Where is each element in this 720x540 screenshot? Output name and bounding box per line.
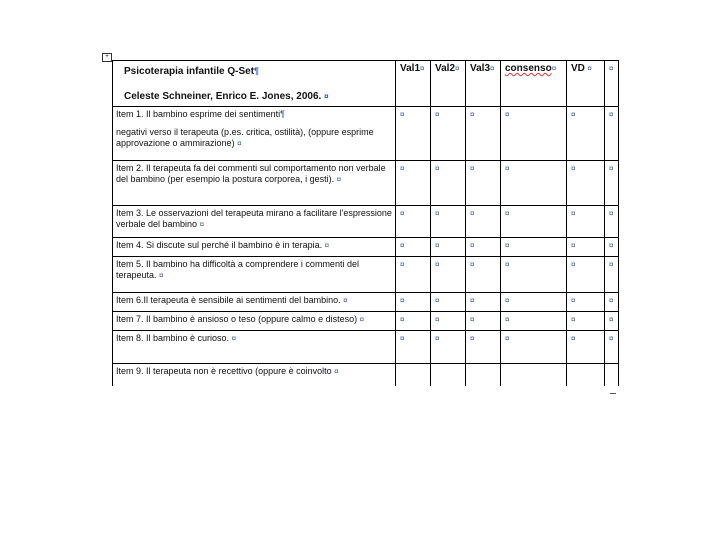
val2-cell[interactable] <box>431 364 466 386</box>
table-row <box>113 312 619 331</box>
item-text-cell[interactable] <box>113 293 396 312</box>
consenso-cell[interactable] <box>501 161 567 206</box>
item-text-cell[interactable] <box>113 331 396 364</box>
item-text: Item 2. Il terapeuta fa dei commenti sul comportamento non verbale del bambino (per esempio la postura corporea, i gesti). <box>116 163 386 184</box>
end-of-cell-mark: ¤ <box>400 110 405 119</box>
end-of-cell-mark: ¤ <box>359 315 365 324</box>
end-of-cell-mark: ¤ <box>435 315 440 324</box>
extra-cell[interactable] <box>605 257 619 293</box>
end-of-cell-mark: ¤ <box>505 260 510 269</box>
end-of-cell-mark: ¤ <box>400 209 405 218</box>
end-of-cell-mark: ¤ <box>470 296 475 305</box>
val2-cell[interactable] <box>431 293 466 312</box>
extra-cell[interactable] <box>605 331 619 364</box>
end-of-row-mark: ¤ <box>609 64 614 73</box>
item-text: Item 8. Il bambino è curioso. <box>116 333 230 343</box>
end-of-table-mark <box>610 393 616 394</box>
item-text-cell[interactable] <box>113 364 396 386</box>
val1-cell[interactable] <box>396 161 431 206</box>
end-of-cell-mark: ¤ <box>470 110 475 119</box>
table-header-row <box>113 61 619 107</box>
end-of-cell-mark: ¤ <box>159 271 164 280</box>
extra-cell[interactable] <box>605 107 619 161</box>
end-of-cell-mark: ¤ <box>609 110 614 119</box>
consenso-cell[interactable] <box>501 331 567 364</box>
val3-cell[interactable] <box>466 331 501 364</box>
item-text: Item 7. Il bambino è ansioso o teso (oppure calmo e disteso) <box>116 314 358 324</box>
end-of-cell-mark: ¤ <box>420 64 425 73</box>
table-row <box>113 107 619 161</box>
end-of-cell-mark: ¤ <box>609 209 614 218</box>
val1-cell[interactable] <box>396 331 431 364</box>
item-text: Item 6.Il terapeuta è sensibile ai sentimenti del bambino. <box>116 295 341 305</box>
end-of-cell-mark: ¤ <box>571 110 576 119</box>
end-of-cell-mark: ¤ <box>505 209 510 218</box>
end-of-cell-mark: ¤ <box>324 241 330 250</box>
vd-cell[interactable] <box>567 331 605 364</box>
vd-cell[interactable] <box>567 206 605 238</box>
val1-cell[interactable] <box>396 257 431 293</box>
item-text: Item 5. Il bambino ha difficoltà a comprendere i commenti del terapeuta. <box>116 259 359 280</box>
end-of-cell-mark: ¤ <box>400 260 405 269</box>
extra-cell[interactable] <box>605 293 619 312</box>
val3-cell[interactable] <box>466 161 501 206</box>
end-of-cell-mark: ¤ <box>470 334 475 343</box>
end-of-cell-mark: ¤ <box>609 260 614 269</box>
end-of-cell-mark: ¤ <box>336 175 342 184</box>
end-of-cell-mark: ¤ <box>400 334 405 343</box>
item-rows <box>113 107 619 386</box>
end-of-cell-mark: ¤ <box>231 334 237 343</box>
end-of-cell-mark: ¤ <box>505 315 510 324</box>
column-header-val2[interactable]: Val2¤ <box>431 61 466 107</box>
consenso-cell[interactable] <box>501 238 567 257</box>
end-of-cell-mark: ¤ <box>609 296 614 305</box>
val1-cell[interactable] <box>396 107 431 161</box>
val2-cell[interactable] <box>431 331 466 364</box>
end-of-cell-mark: ¤ <box>609 164 614 173</box>
end-of-cell-mark: ¤ <box>470 241 475 250</box>
item-text-cell[interactable] <box>113 312 396 331</box>
end-of-cell-mark: ¤ <box>505 110 510 119</box>
val1-cell[interactable] <box>396 293 431 312</box>
end-of-cell-mark: ¤ <box>435 334 440 343</box>
table-row <box>113 257 619 293</box>
end-of-cell-mark: ¤ <box>505 164 510 173</box>
item-text-continuation: negativi verso il terapeuta (p.es. critica, ostilità), (oppure esprime approvazione o ammirazione) <box>116 127 374 148</box>
end-of-cell-mark: ¤ <box>470 315 475 324</box>
consenso-cell[interactable] <box>501 206 567 238</box>
extra-cell[interactable] <box>605 364 619 386</box>
table-row <box>113 206 619 238</box>
vd-cell[interactable] <box>567 161 605 206</box>
end-of-cell-mark: ¤ <box>400 315 405 324</box>
column-header-consenso[interactable]: consenso¤ <box>501 61 567 107</box>
end-of-cell-mark: ¤ <box>400 296 405 305</box>
val2-cell[interactable] <box>431 257 466 293</box>
end-of-cell-mark: ¤ <box>587 64 592 73</box>
vd-cell[interactable] <box>567 107 605 161</box>
end-of-cell-mark: ¤ <box>609 334 614 343</box>
val1-cell[interactable] <box>396 364 431 386</box>
val2-cell[interactable] <box>431 238 466 257</box>
end-of-cell-mark: ¤ <box>324 92 329 101</box>
val2-cell[interactable] <box>431 206 466 238</box>
end-of-cell-mark: ¤ <box>199 220 205 229</box>
end-of-cell-mark: ¤ <box>551 64 557 73</box>
table-row <box>113 238 619 257</box>
end-of-cell-mark: ¤ <box>400 164 405 173</box>
q-set-table <box>112 60 619 386</box>
item-text-cell[interactable] <box>113 238 396 257</box>
extra-column-cell[interactable] <box>605 61 619 107</box>
end-of-cell-mark: ¤ <box>609 241 614 250</box>
vd-cell[interactable] <box>567 312 605 331</box>
end-of-cell-mark: ¤ <box>571 296 576 305</box>
pilcrow-mark: ¶ <box>280 109 285 119</box>
title-cell[interactable] <box>113 61 396 107</box>
item-text: Item 9. Il terapeuta non è recettivo (oppure è coinvolto <box>116 366 332 376</box>
end-of-cell-mark: ¤ <box>455 64 460 73</box>
item-text-cell[interactable] <box>113 107 396 161</box>
item-text-cell[interactable] <box>113 257 396 293</box>
end-of-cell-mark: ¤ <box>571 209 576 218</box>
end-of-cell-mark: ¤ <box>470 164 475 173</box>
column-header-val1[interactable]: Val1¤ <box>396 61 431 107</box>
table-row <box>113 364 619 386</box>
item-text: Item 3. Le osservazioni del terapeuta mirano a facilitare l'espressione verbale del bambino <box>116 208 392 229</box>
item-text: Item 4. Si discute sul perché il bambino è in terapia. <box>116 240 323 250</box>
extra-cell[interactable] <box>605 238 619 257</box>
extra-cell[interactable] <box>605 161 619 206</box>
val2-cell[interactable] <box>431 312 466 331</box>
val3-cell[interactable] <box>466 238 501 257</box>
end-of-cell-mark: ¤ <box>470 209 475 218</box>
column-header-vd[interactable]: VD ¤ <box>567 61 605 107</box>
end-of-cell-mark: ¤ <box>571 241 576 250</box>
end-of-cell-mark: ¤ <box>505 296 510 305</box>
extra-cell[interactable] <box>605 206 619 238</box>
item-text-cell[interactable] <box>113 206 396 238</box>
table-move-handle[interactable]: + <box>102 53 112 62</box>
end-of-cell-mark: ¤ <box>400 241 405 250</box>
val3-cell[interactable] <box>466 107 501 161</box>
end-of-cell-mark: ¤ <box>343 296 348 305</box>
vd-cell[interactable] <box>567 293 605 312</box>
table-row <box>113 331 619 364</box>
vd-cell[interactable] <box>567 238 605 257</box>
end-of-cell-mark: ¤ <box>334 367 339 376</box>
consenso-cell[interactable] <box>501 364 567 386</box>
column-header-val3[interactable]: Val3¤ <box>466 61 501 107</box>
consenso-cell[interactable] <box>501 107 567 161</box>
item-text: Item 1. Il bambino esprime dei sentimenti <box>116 109 281 119</box>
consenso-cell[interactable] <box>501 293 567 312</box>
end-of-cell-mark: ¤ <box>435 110 440 119</box>
val3-cell[interactable] <box>466 206 501 238</box>
table-row <box>113 293 619 312</box>
vd-cell[interactable] <box>567 257 605 293</box>
val3-cell[interactable] <box>466 257 501 293</box>
val3-cell[interactable] <box>466 293 501 312</box>
val1-cell[interactable] <box>396 312 431 331</box>
end-of-cell-mark: ¤ <box>470 260 475 269</box>
end-of-cell-mark: ¤ <box>435 164 440 173</box>
consenso-cell[interactable] <box>501 312 567 331</box>
end-of-cell-mark: ¤ <box>571 260 576 269</box>
val3-cell[interactable] <box>466 312 501 331</box>
item-text-cell[interactable] <box>113 161 396 206</box>
end-of-cell-mark: ¤ <box>505 334 510 343</box>
end-of-cell-mark: ¤ <box>571 334 576 343</box>
consenso-cell[interactable] <box>501 257 567 293</box>
pilcrow-mark: ¶ <box>254 66 260 76</box>
table-row <box>113 161 619 206</box>
end-of-cell-mark: ¤ <box>609 315 614 324</box>
val1-cell[interactable] <box>396 238 431 257</box>
val1-cell[interactable] <box>396 206 431 238</box>
end-of-cell-mark: ¤ <box>505 241 510 250</box>
end-of-cell-mark: ¤ <box>571 164 576 173</box>
end-of-cell-mark: ¤ <box>435 241 440 250</box>
end-of-cell-mark: ¤ <box>571 315 576 324</box>
end-of-cell-mark: ¤ <box>237 139 242 148</box>
end-of-cell-mark: ¤ <box>490 64 495 73</box>
val2-cell[interactable] <box>431 107 466 161</box>
end-of-cell-mark: ¤ <box>435 209 440 218</box>
vd-cell[interactable] <box>567 364 605 386</box>
extra-cell[interactable] <box>605 312 619 331</box>
end-of-cell-mark: ¤ <box>435 260 440 269</box>
table-authors: Celeste Schneiner, Enrico E. Jones, 2006. <box>124 91 322 102</box>
table-title: Psicoterapia infantile Q-Set <box>124 66 255 77</box>
end-of-cell-mark: ¤ <box>435 296 440 305</box>
val2-cell[interactable] <box>431 161 466 206</box>
val3-cell[interactable] <box>466 364 501 386</box>
